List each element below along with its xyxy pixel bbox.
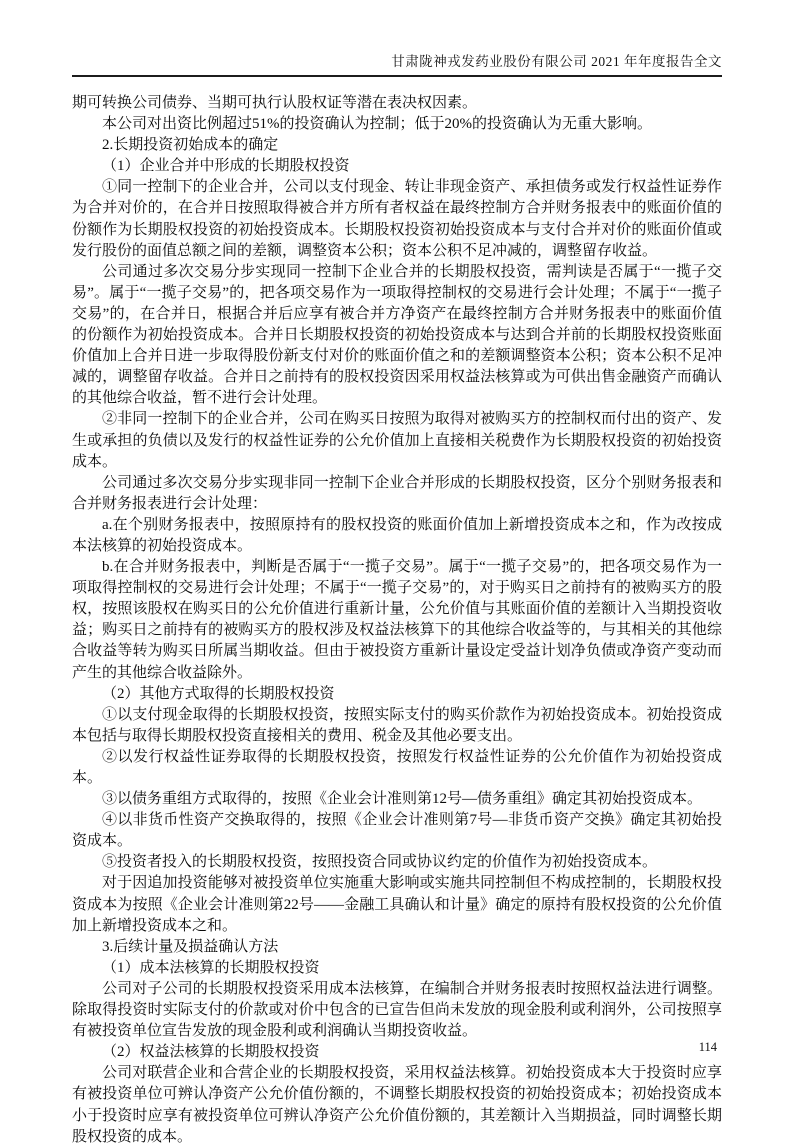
heading-subsequent-measurement: 3.后续计量及损益确认方法	[102, 938, 279, 955]
document-body	[72, 93, 722, 1148]
heading-business-combination: （1）企业合并中形成的长期股权投资	[102, 158, 350, 175]
paragraph-same-control-steps: 公司通过多次交易分步实现同一控制下企业合并的长期股权投资，需判读是否属于“一揽子交易”。属于“一揽子交易”的，把各项交易作为一项取得控制权的交易进行会计处理；不属于“一揽子交易”的，在合并日，根据合并后应享有被合并方净资产在最终控制方合并财务报表中的账面价值的份额作为初始投资成本。合并日长期股权投资的初始投资成本与达到合并前的长期股权投资账面价值加上合并日进一步取得股份新支付对价的账面价值之和的差额调整资本公积；资本公积不足冲减的，调整留存收益。合并日之前持有的股权投资因采用权益法核算或为可供出售金融资产而确认的其他综合收益，暂不进行会计处理。	[72, 263, 722, 407]
paragraph-additional-investment: 对于因追加投资能够对被投资单位实施重大影响或实施共同控制但不构成控制的，长期股权投资成本为按照《企业会计准则第22号——金融工具确认和计量》确定的原持有股权投资的公允价值加上新增投资成本之和。	[72, 875, 722, 934]
heading-initial-cost: 2.长期投资初始成本的确定	[102, 137, 279, 154]
page-number: 114	[698, 1040, 717, 1054]
paragraph-equity-securities: ②以发行权益性证券取得的长期股权投资，按照发行权益性证券的公允价值作为初始投资成本。	[72, 748, 722, 786]
paragraph-non-same-control: ②非同一控制下的企业合并，公司在购买日按照为取得对被购买方的控制权而付出的资产、发生或承担的负债以及发行的权益性证券的公允价值加上直接相关税费作为长期股权投资的初始投资成本。	[72, 411, 722, 470]
paragraph-investor-contribution: ⑤投资者投入的长期股权投资，按照投资合同或协议约定的价值作为初始投资成本。	[102, 854, 658, 871]
paragraph-cost-method: 公司对子公司的长期股权投资采用成本法核算，在编制合并财务报表时按照权益法进行调整。除取得投资时实际支付的价款或对价中包含的已宣告但尚未发放的现金股利或利润外，公司按照享有被投资单位宣告发放的现金股利或利润确认当期投资收益。	[72, 980, 722, 1040]
continued-paragraph: 期可转换公司债券、当期可执行认股权证等潜在表决权因素。	[72, 95, 478, 111]
paragraph-equity-method: 公司对联营企业和合营企业的长期股权投资，采用权益法核算。初始投资成本大于投资时应享有被投资单位可辨认净资产公允价值份额的，不调整长期股权投资的初始投资成本；初始投资成本小于投资时应享有被投资单位可辨认净资产公允价值份额的，其差额计入当期损益，同时调整长期股权投资的成本。	[72, 1065, 722, 1145]
report-header-title: 甘肃陇神戎发药业股份有限公司 2021 年年度报告全文	[72, 50, 722, 77]
heading-other-acquisition: （2）其他方式取得的长期股权投资	[102, 685, 335, 702]
heading-equity-method: （2）权益法核算的长期股权投资	[102, 1044, 320, 1061]
heading-cost-method: （1）成本法核算的长期股权投资	[102, 959, 320, 976]
paragraph-consolidated-statements: b.在合并财务报表中，判断是否属于“一揽子交易”。属于“一揽子交易”的，把各项交易作为一项取得控制权的交易进行会计处理；不属于“一揽子交易”的，对于购买日之前持有的被购买方的股权，按照该股权在购买日的公允价值进行重新计量，公允价值与其账面价值的差额计入当期投资收益；购买日之前持有的被购买方的股权涉及权益法核算下的其他综合收益等的，与其相关的其他综合收益等转为购买日所属当期收益。但由于被投资方重新计量设定受益计划净负债或净资产变动而产生的其他综合收益除外。	[72, 559, 722, 681]
paragraph-debt-restructuring: ③以债务重组方式取得的，按照《企业会计准则第12号—债务重组》确定其初始投资成本。	[102, 791, 703, 808]
paragraph-nonmonetary-exchange: ④以非货币性资产交换取得的，按照《企业会计准则第7号—非货币资产交换》确定其初始投资成本。	[72, 812, 722, 850]
paragraph-separate-statements: a.在个别财务报表中，按照原持有的股权投资的账面价值加上新增投资成本之和，作为改按成本法核算的初始投资成本。	[72, 516, 722, 554]
paragraph-control-threshold: 本公司对出资比例超过51%的投资确认为控制；低于20%的投资确认为无重大影响。	[102, 116, 652, 133]
paragraph-non-same-control-steps: 公司通过多次交易分步实现非同一控制下企业合并形成的长期股权投资，区分个别财务报表和合并财务报表进行会计处理：	[72, 474, 722, 512]
paragraph-same-control: ①同一控制下的企业合并，公司以支付现金、转让非现金资产、承担债务或发行权益性证券作为合并对价的，在合并日按照取得被合并方所有者权益在最终控制方合并财务报表中的账面价值的份额作为长期股权投资的初始投资成本。长期股权投资初始投资成本与支付合并对价的账面价值或发行股份的面值总额之间的差额，调整资本公积；资本公积不足冲减的，调整留存收益。	[72, 179, 722, 259]
paragraph-cash-acquired: ①以支付现金取得的长期股权投资，按照实际支付的购买价款作为初始投资成本。初始投资成本包括与取得长期股权投资直接相关的费用、税金及其他必要支出。	[72, 706, 722, 744]
